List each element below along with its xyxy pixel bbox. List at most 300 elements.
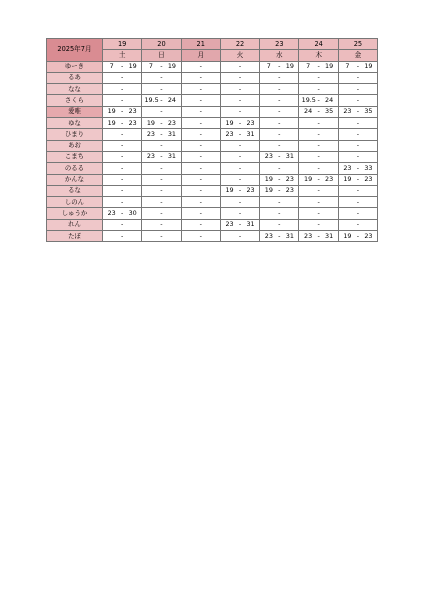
off-dash: -	[199, 118, 202, 127]
off-dash: -	[160, 141, 163, 150]
staff-row	[47, 197, 378, 208]
off-dash: -	[356, 95, 360, 104]
shift-cell-empty	[260, 129, 299, 140]
shift-cell-empty	[220, 106, 259, 117]
shift-cell-empty	[299, 118, 338, 129]
shift-cell-empty	[181, 151, 220, 162]
off-dash: -	[160, 73, 163, 82]
off-dash: -	[160, 220, 163, 229]
shift-cell-empty	[103, 197, 142, 208]
shift-end: 23	[364, 175, 373, 184]
shift-cell-empty	[181, 140, 220, 151]
shift-cell-empty	[260, 140, 299, 151]
shift-end: 33	[364, 163, 373, 172]
off-dash: -	[317, 186, 320, 195]
shift-cell-empty	[103, 219, 142, 230]
shift-start: 19	[225, 186, 234, 195]
shift-start: 19	[107, 107, 116, 116]
shift-end: 31	[167, 129, 176, 138]
shift-separator: -	[160, 129, 163, 138]
shift-schedule-sheet	[46, 38, 377, 242]
shift-end: 19	[167, 62, 176, 71]
shift-start: 19.5	[301, 95, 316, 104]
shift-cell-empty	[181, 185, 220, 196]
shift-end: 31	[246, 220, 255, 229]
off-dash: -	[238, 95, 242, 104]
shift-separator: -	[160, 118, 163, 127]
shift-end: 23	[167, 118, 176, 127]
shift-cell	[299, 95, 338, 106]
staff-name: こまち	[47, 151, 103, 162]
shift-cell-empty	[103, 129, 142, 140]
staff-name: さくら	[47, 95, 103, 106]
shift-end: 23	[246, 118, 255, 127]
shift-cell-empty	[181, 231, 220, 242]
off-dash: -	[317, 141, 320, 150]
shift-cell-empty	[103, 95, 142, 106]
shift-cell	[260, 231, 299, 242]
off-dash: -	[278, 129, 281, 138]
shift-end: 19	[285, 62, 294, 71]
staff-row	[47, 84, 378, 95]
month-label: 2025年7月	[47, 39, 103, 62]
shift-separator: -	[278, 152, 281, 161]
date-cell: 25	[338, 39, 377, 50]
shift-start: 23	[264, 231, 273, 240]
shift-cell-empty	[181, 174, 220, 185]
off-dash: -	[317, 208, 320, 217]
shift-cell	[103, 106, 142, 117]
shift-cell	[260, 61, 299, 72]
off-dash: -	[120, 197, 124, 206]
off-dash: -	[238, 62, 242, 71]
off-dash: -	[278, 95, 281, 104]
off-dash: -	[199, 220, 202, 229]
staff-row	[47, 118, 378, 129]
shift-end: 23	[246, 186, 255, 195]
shift-start: 19	[304, 175, 313, 184]
shift-end: 31	[246, 129, 255, 138]
off-dash: -	[278, 107, 281, 116]
off-dash: -	[278, 163, 281, 172]
off-dash: -	[160, 208, 163, 217]
staff-name: るな	[47, 185, 103, 196]
shift-separator: -	[317, 107, 320, 116]
off-dash: -	[199, 107, 202, 116]
off-dash: -	[278, 141, 281, 150]
date-cell: 24	[299, 39, 338, 50]
off-dash: -	[160, 197, 163, 206]
shift-end: 19	[128, 62, 137, 71]
off-dash: -	[199, 84, 202, 93]
weekday-cell: 水	[260, 50, 299, 61]
shift-end: 19	[364, 62, 373, 71]
shift-end: 31	[285, 231, 294, 240]
shift-cell	[338, 231, 377, 242]
off-dash: -	[238, 107, 242, 116]
shift-start: 23	[225, 129, 234, 138]
off-dash: -	[317, 220, 320, 229]
shift-separator: -	[278, 231, 281, 240]
off-dash: -	[356, 152, 360, 161]
off-dash: -	[120, 220, 124, 229]
shift-separator: -	[356, 107, 360, 116]
shift-cell-empty	[181, 163, 220, 174]
off-dash: -	[199, 186, 202, 195]
off-dash: -	[356, 208, 360, 217]
off-dash: -	[120, 175, 124, 184]
staff-row	[47, 163, 378, 174]
shift-cell-empty	[260, 197, 299, 208]
shift-cell-empty	[142, 197, 181, 208]
shift-cell-empty	[142, 219, 181, 230]
shift-end: 19	[325, 62, 334, 71]
off-dash: -	[238, 73, 242, 82]
shift-cell-empty	[103, 84, 142, 95]
shift-cell	[299, 231, 338, 242]
off-dash: -	[356, 141, 360, 150]
shift-separator: -	[356, 62, 360, 71]
shift-cell	[142, 151, 181, 162]
shift-cell	[142, 129, 181, 140]
off-dash: -	[238, 141, 242, 150]
shift-start: 19	[264, 175, 273, 184]
shift-table	[46, 38, 378, 242]
off-dash: -	[238, 231, 242, 240]
shift-separator: -	[356, 231, 360, 240]
staff-name: ゆーき	[47, 61, 103, 72]
shift-cell	[338, 174, 377, 185]
staff-row	[47, 185, 378, 196]
shift-cell-empty	[260, 219, 299, 230]
date-cell: 23	[260, 39, 299, 50]
shift-cell	[103, 118, 142, 129]
shift-cell-empty	[299, 151, 338, 162]
off-dash: -	[120, 95, 124, 104]
date-cell: 20	[142, 39, 181, 50]
shift-separator: -	[160, 152, 163, 161]
shift-cell-empty	[260, 72, 299, 83]
off-dash: -	[199, 141, 202, 150]
shift-start: 23	[146, 152, 155, 161]
shift-cell	[220, 219, 259, 230]
shift-cell-empty	[220, 151, 259, 162]
shift-cell-empty	[299, 84, 338, 95]
staff-name: しゅうか	[47, 208, 103, 219]
off-dash: -	[356, 129, 360, 138]
shift-cell-empty	[338, 208, 377, 219]
shift-end: 24	[167, 95, 176, 104]
shift-start: 23	[304, 231, 313, 240]
shift-cell-empty	[338, 185, 377, 196]
off-dash: -	[238, 197, 242, 206]
shift-cell	[338, 163, 377, 174]
off-dash: -	[199, 197, 202, 206]
shift-cell-empty	[142, 140, 181, 151]
shift-cell-empty	[181, 95, 220, 106]
off-dash: -	[356, 118, 360, 127]
shift-cell-empty	[299, 208, 338, 219]
shift-cell-empty	[103, 140, 142, 151]
shift-cell	[103, 208, 142, 219]
shift-start: 7	[148, 62, 153, 71]
shift-table-body	[47, 39, 378, 242]
off-dash: -	[199, 73, 202, 82]
shift-cell-empty	[338, 219, 377, 230]
shift-cell-empty	[220, 72, 259, 83]
shift-cell-empty	[103, 185, 142, 196]
weekday-cell: 木	[299, 50, 338, 61]
date-cell: 21	[181, 39, 220, 50]
shift-separator: -	[317, 175, 320, 184]
shift-cell-empty	[299, 129, 338, 140]
staff-name: るあ	[47, 72, 103, 83]
shift-end: 23	[325, 175, 334, 184]
shift-cell-empty	[103, 72, 142, 83]
off-dash: -	[238, 152, 242, 161]
shift-cell-empty	[299, 140, 338, 151]
shift-end: 35	[325, 107, 334, 116]
off-dash: -	[356, 197, 360, 206]
shift-end: 35	[364, 107, 373, 116]
staff-row	[47, 61, 378, 72]
shift-cell-empty	[299, 185, 338, 196]
off-dash: -	[160, 186, 163, 195]
off-dash: -	[317, 197, 320, 206]
staff-row	[47, 151, 378, 162]
shift-end: 23	[128, 107, 137, 116]
shift-start: 7	[266, 62, 271, 71]
staff-name: のるる	[47, 163, 103, 174]
shift-separator: -	[356, 163, 360, 172]
shift-start: 23	[146, 129, 155, 138]
shift-start: 19	[107, 118, 116, 127]
shift-cell-empty	[181, 197, 220, 208]
shift-cell-empty	[260, 106, 299, 117]
shift-separator: -	[160, 62, 163, 71]
shift-start: 19	[225, 118, 234, 127]
shift-separator: -	[120, 62, 124, 71]
staff-name: かんな	[47, 174, 103, 185]
shift-separator: -	[120, 118, 124, 127]
shift-cell-empty	[220, 208, 259, 219]
off-dash: -	[278, 208, 281, 217]
off-dash: -	[199, 175, 202, 184]
off-dash: -	[160, 84, 163, 93]
shift-start: 19	[343, 175, 352, 184]
shift-separator: -	[278, 175, 281, 184]
shift-cell-empty	[103, 174, 142, 185]
shift-separator: -	[238, 129, 242, 138]
off-dash: -	[356, 220, 360, 229]
shift-cell-empty	[103, 163, 142, 174]
shift-cell-empty	[299, 163, 338, 174]
shift-cell-empty	[338, 151, 377, 162]
off-dash: -	[238, 175, 242, 184]
weekday-cell: 金	[338, 50, 377, 61]
shift-cell-empty	[260, 118, 299, 129]
shift-end: 23	[128, 118, 137, 127]
shift-cell	[142, 95, 181, 106]
shift-cell-empty	[299, 72, 338, 83]
off-dash: -	[160, 107, 163, 116]
off-dash: -	[317, 73, 320, 82]
shift-cell-empty	[220, 231, 259, 242]
staff-row	[47, 219, 378, 230]
staff-name: あお	[47, 140, 103, 151]
off-dash: -	[120, 186, 124, 195]
staff-name: ひまり	[47, 129, 103, 140]
shift-cell-empty	[181, 219, 220, 230]
date-header-row	[47, 39, 378, 50]
shift-separator: -	[317, 95, 320, 104]
off-dash: -	[120, 231, 124, 240]
shift-start: 19	[264, 186, 273, 195]
off-dash: -	[199, 152, 202, 161]
shift-start: 19	[343, 231, 352, 240]
shift-end: 23	[285, 186, 294, 195]
shift-cell-empty	[338, 84, 377, 95]
shift-cell-empty	[220, 95, 259, 106]
off-dash: -	[278, 220, 281, 229]
shift-cell	[220, 129, 259, 140]
date-cell: 19	[103, 39, 142, 50]
staff-name: 愛唯	[47, 106, 103, 117]
shift-start: 24	[304, 107, 313, 116]
shift-start: 7	[306, 62, 311, 71]
shift-cell-empty	[181, 208, 220, 219]
shift-cell	[220, 118, 259, 129]
shift-cell-empty	[220, 84, 259, 95]
off-dash: -	[317, 118, 320, 127]
shift-cell-empty	[181, 129, 220, 140]
shift-cell-empty	[142, 174, 181, 185]
weekday-cell: 月	[181, 50, 220, 61]
date-cell: 22	[220, 39, 259, 50]
shift-cell-empty	[181, 118, 220, 129]
off-dash: -	[199, 163, 202, 172]
off-dash: -	[160, 175, 163, 184]
shift-cell	[299, 106, 338, 117]
shift-cell-empty	[181, 106, 220, 117]
shift-separator: -	[120, 107, 124, 116]
shift-cell-empty	[220, 174, 259, 185]
shift-cell	[260, 151, 299, 162]
shift-end: 30	[128, 208, 137, 217]
staff-row	[47, 106, 378, 117]
shift-cell	[103, 61, 142, 72]
shift-start: 23	[343, 107, 352, 116]
shift-separator: -	[120, 208, 124, 217]
staff-name: れん	[47, 219, 103, 230]
shift-cell-empty	[220, 163, 259, 174]
off-dash: -	[120, 152, 124, 161]
staff-name: ゆな	[47, 118, 103, 129]
shift-start: 7	[345, 62, 350, 71]
shift-cell	[220, 185, 259, 196]
off-dash: -	[199, 62, 202, 71]
staff-row	[47, 72, 378, 83]
shift-cell	[260, 174, 299, 185]
shift-end: 31	[285, 152, 294, 161]
off-dash: -	[317, 129, 320, 138]
off-dash: -	[160, 231, 163, 240]
shift-cell-empty	[142, 106, 181, 117]
shift-end: 31	[167, 152, 176, 161]
off-dash: -	[356, 84, 360, 93]
staff-row	[47, 174, 378, 185]
off-dash: -	[120, 163, 124, 172]
off-dash: -	[238, 84, 242, 93]
shift-cell-empty	[338, 72, 377, 83]
shift-end: 23	[364, 231, 373, 240]
shift-separator: -	[238, 220, 242, 229]
shift-cell-empty	[338, 118, 377, 129]
weekday-cell: 日	[142, 50, 181, 61]
shift-cell-empty	[338, 197, 377, 208]
shift-start: 23	[343, 163, 352, 172]
off-dash: -	[238, 163, 242, 172]
off-dash: -	[199, 231, 202, 240]
shift-cell-empty	[181, 84, 220, 95]
shift-cell-empty	[142, 84, 181, 95]
shift-cell	[260, 185, 299, 196]
off-dash: -	[278, 73, 281, 82]
staff-row	[47, 208, 378, 219]
off-dash: -	[356, 73, 360, 82]
shift-cell-empty	[260, 163, 299, 174]
shift-separator: -	[356, 175, 360, 184]
shift-cell-empty	[260, 208, 299, 219]
shift-cell-empty	[103, 231, 142, 242]
shift-cell-empty	[142, 185, 181, 196]
shift-cell	[338, 61, 377, 72]
staff-name: たぼ	[47, 231, 103, 242]
shift-separator: -	[278, 62, 281, 71]
staff-row	[47, 140, 378, 151]
shift-end: 31	[325, 231, 334, 240]
shift-cell-empty	[260, 84, 299, 95]
shift-cell-empty	[338, 140, 377, 151]
off-dash: -	[278, 118, 281, 127]
off-dash: -	[317, 163, 320, 172]
off-dash: -	[278, 84, 281, 93]
shift-separator: -	[317, 231, 320, 240]
shift-cell-empty	[181, 72, 220, 83]
shift-cell-empty	[299, 197, 338, 208]
staff-name: しのん	[47, 197, 103, 208]
shift-cell-empty	[103, 151, 142, 162]
shift-start: 7	[109, 62, 114, 71]
off-dash: -	[317, 152, 320, 161]
shift-separator: -	[317, 62, 320, 71]
off-dash: -	[356, 186, 360, 195]
shift-cell	[299, 61, 338, 72]
shift-cell	[299, 174, 338, 185]
shift-start: 23	[264, 152, 273, 161]
shift-cell-empty	[142, 231, 181, 242]
shift-start: 23	[225, 220, 234, 229]
shift-cell	[142, 118, 181, 129]
shift-cell-empty	[260, 95, 299, 106]
off-dash: -	[317, 84, 320, 93]
staff-name: なな	[47, 84, 103, 95]
off-dash: -	[120, 73, 124, 82]
shift-cell-empty	[220, 61, 259, 72]
off-dash: -	[199, 208, 202, 217]
off-dash: -	[238, 208, 242, 217]
shift-cell-empty	[338, 95, 377, 106]
